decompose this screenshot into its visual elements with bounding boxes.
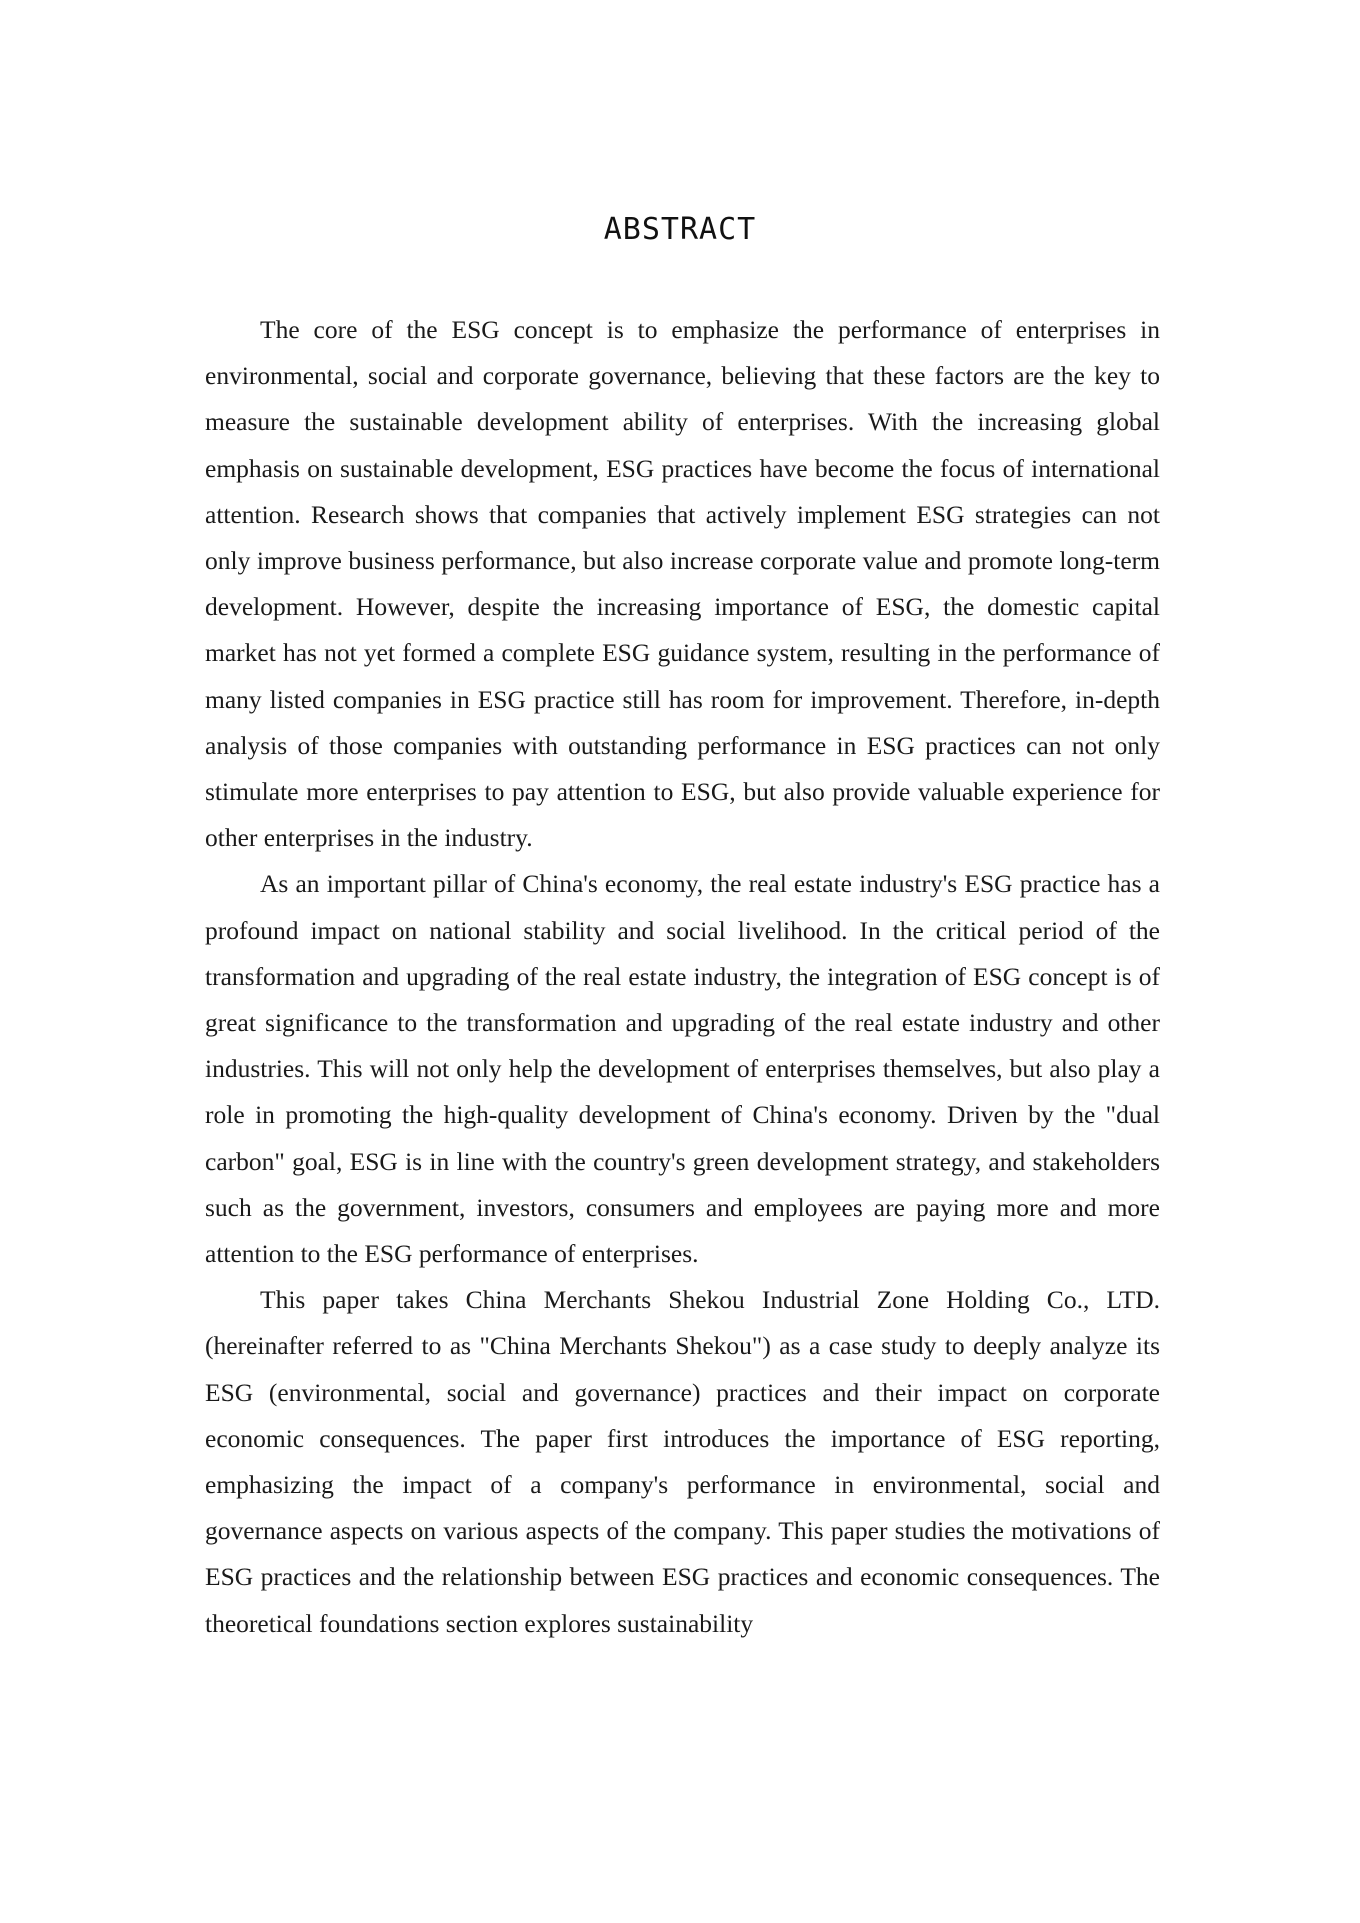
paragraph-3: This paper takes China Merchants Shekou Industrial Zone Holding Co., LTD. (hereinafter referred to as "China Merchants Shekou") as a case study to deeply analyze its ESG (environmental, social and governance) practices and their impact on corporate economic consequences. The paper first introduces the importance of ESG reporting, emphasizing the impact of a company's performance in environmental, social and governance aspects on various aspects of the company. This paper studies the motivations of ESG practices and the relationship between ESG practices and economic consequences. The theoretical foundations section explores sustainability bbox=[205, 1285, 1160, 1638]
paragraph-1: The core of the ESG concept is to emphasize the performance of enterprises in environmental, social and corporate governance, believing that these factors are the key to measure the sustainable development ability of enterprises. With the increasing global emphasis on sustainable development, ESG practices have become the focus of international attention. Research shows that companies that actively implement ESG strategies can not only improve business performance, but also increase corporate value and promote long-term development. However, despite the increasing importance of ESG, the domestic capital market has not yet formed a complete ESG guidance system, resulting in the performance of many listed companies in ESG practice still has room for improvement. Therefore, in-depth analysis of those companies with outstanding performance in ESG practices can not only stimulate more enterprises to pay attention to ESG, but also provide valuable experience for other enterprises in the industry. bbox=[205, 315, 1160, 853]
paragraph-2: As an important pillar of China's economy, the real estate industry's ESG practice has a profound impact on national stability and social livelihood. In the critical period of the transformation and upgrading of the real estate industry, the integration of ESG concept is of great significance to the transformation and upgrading of the real estate industry and other industries. This will not only help the development of enterprises themselves, but also play a role in promoting the high-quality development of China's economy. Driven by the "dual carbon" goal, ESG is in line with the country's green development strategy, and stakeholders such as the government, investors, consumers and employees are paying more and more attention to the ESG performance of enterprises. bbox=[205, 869, 1160, 1269]
abstract-heading: ABSTRACT bbox=[603, 212, 757, 247]
abstract-body bbox=[205, 307, 1160, 1647]
